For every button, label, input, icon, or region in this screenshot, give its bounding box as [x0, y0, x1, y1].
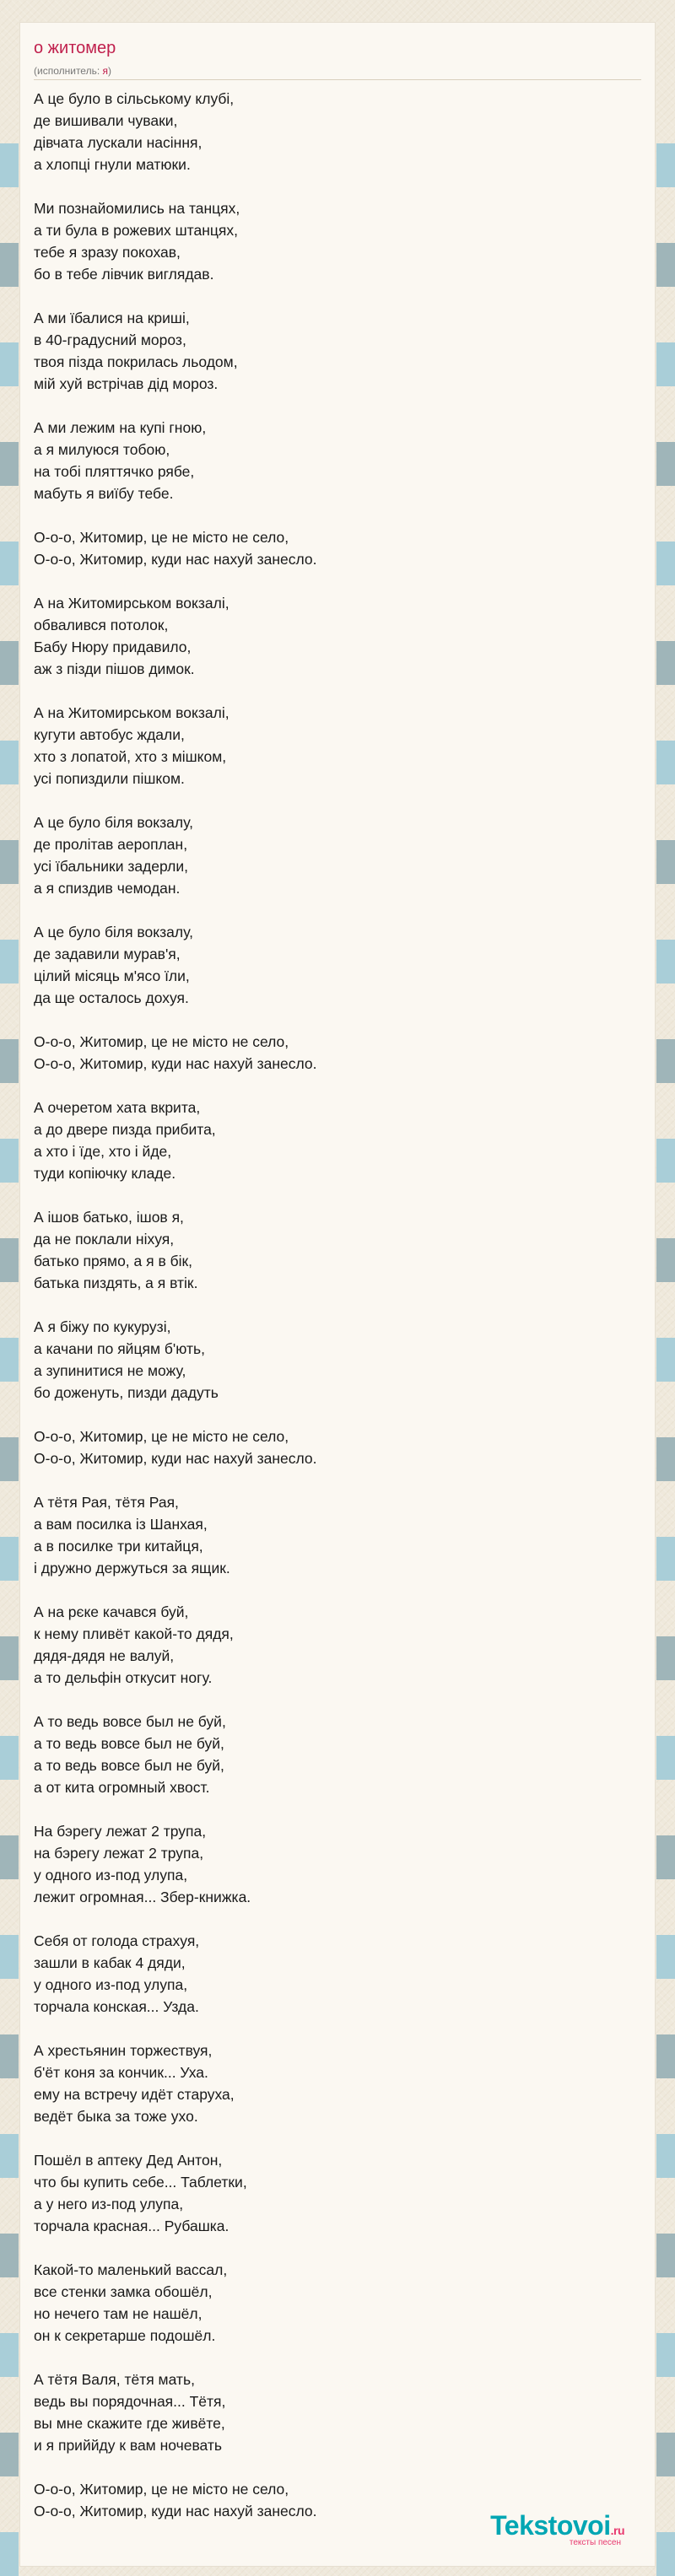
stanza [34, 197, 641, 285]
decorative-stripe [656, 2333, 675, 2377]
stanza [34, 1031, 641, 1075]
decorative-stripe [656, 442, 675, 486]
decorative-stripe [0, 1835, 19, 1879]
stanza [34, 2369, 641, 2456]
stanza [34, 811, 641, 899]
site-logo[interactable] [456, 2510, 624, 2547]
decorative-stripe [656, 2532, 675, 2576]
artist-link[interactable]: я [102, 65, 108, 77]
decorative-stripe [656, 940, 675, 984]
lyric-line: вы мне скажите где живёте, [34, 2415, 225, 2432]
decorative-stripe [0, 1139, 19, 1183]
song-title: о житомер [34, 39, 116, 57]
lyric-line: у одного из-под улупа, [34, 1976, 188, 1993]
stanza [34, 1930, 641, 2018]
lyric-line: он к секретарше подошёл. [34, 2327, 216, 2344]
lyric-line: О-о-о, Житомир, куди нас нахуй занесло. [34, 1450, 317, 1467]
decorative-stripe [0, 143, 19, 187]
lyric-line: і дружно держуться за ящик. [34, 1560, 230, 1576]
decorative-stripe [656, 1736, 675, 1780]
stanza [34, 1097, 641, 1184]
decorative-stripe [0, 2433, 19, 2476]
lyric-line: дядя-дядя не валуй, [34, 1647, 175, 1664]
stanza [34, 702, 641, 790]
lyric-line: туди копіючку кладе. [34, 1165, 176, 1182]
decorative-stripe [656, 840, 675, 884]
lyric-line: батько прямо, а я в бік, [34, 1253, 193, 1269]
decorative-stripe [0, 2333, 19, 2377]
lyric-line: да ще осталось дохуя. [34, 989, 189, 1006]
decorative-stripe [656, 1835, 675, 1879]
lyrics-page [20, 23, 655, 2566]
left-decorative-stripes [0, 0, 19, 2566]
lyric-line: к нему пливёт какой-то дядя, [34, 1625, 234, 1642]
decorative-stripe [656, 1437, 675, 1481]
decorative-stripe [656, 1039, 675, 1083]
decorative-stripe [0, 2234, 19, 2277]
decorative-stripe [0, 1238, 19, 1282]
lyric-line: А очеретом хата вкрита, [34, 1099, 201, 1116]
lyric-line: а хто і їде, хто і йде, [34, 1143, 172, 1160]
lyric-line: мабуть я виїбу тебе. [34, 485, 174, 502]
lyric-line: а то ведь вовсе был не буй, [34, 1757, 224, 1774]
decorative-stripe [656, 1537, 675, 1581]
decorative-stripe [656, 1636, 675, 1680]
decorative-stripe [0, 1437, 19, 1481]
lyric-line: б'ёт коня за кончик... Уха. [34, 2064, 208, 2081]
lyric-line: А ми їбалися на криші, [34, 310, 190, 326]
stanza [34, 1820, 641, 1908]
decorative-stripe [656, 1338, 675, 1382]
lyric-line: А ішов батько, ішов я, [34, 1209, 184, 1226]
lyric-line: А тётя Рая, тётя Рая, [34, 1494, 179, 1511]
lyric-line: О-о-о, Житомир, куди нас нахуй занесло. [34, 1055, 317, 1072]
lyric-line: все стенки замка обошёл, [34, 2283, 213, 2300]
logo-brand-name: Tekstovoi [490, 2510, 611, 2541]
lyric-line: и я приййду к вам ночевать [34, 2437, 223, 2454]
stanza [34, 2149, 641, 2237]
lyric-line: на бэрегу лежат 2 трупа, [34, 1845, 204, 1862]
decorative-stripe [0, 1636, 19, 1680]
lyric-line: а у него из-под улупа, [34, 2196, 184, 2212]
lyric-line: но нечего там не нашёл, [34, 2305, 202, 2322]
decorative-stripe [0, 2134, 19, 2178]
decorative-stripe [656, 2034, 675, 2078]
stanza [34, 526, 641, 570]
decorative-stripe [0, 840, 19, 884]
stanza [34, 88, 641, 175]
lyric-line: де пролітав аероплан, [34, 836, 188, 853]
stanza [34, 1425, 641, 1469]
decorative-stripe [0, 2532, 19, 2576]
lyric-line: аж з пізди пішов димок. [34, 660, 195, 677]
decorative-stripe [0, 1736, 19, 1780]
lyric-line: мій хуй встрічав дід мороз. [34, 375, 219, 392]
lyric-line: Себя от голода страхуя, [34, 1932, 200, 1949]
lyric-line: а вам посилка із Шанхая, [34, 1516, 208, 1533]
stanza [34, 417, 641, 504]
logo-tagline: тексты песен [569, 2538, 621, 2547]
lyric-line: а хлопці гнули матюки. [34, 156, 191, 173]
decorative-stripe [656, 2433, 675, 2476]
header-divider [34, 79, 641, 80]
lyric-line: А то ведь вовсе был не буй, [34, 1713, 226, 1730]
decorative-stripe [0, 342, 19, 386]
decorative-stripe [656, 2234, 675, 2277]
stanza [34, 1491, 641, 1579]
lyric-line: кугути автобус ждали, [34, 726, 185, 743]
lyric-line: А хрестьянин торжествуя, [34, 2042, 213, 2059]
stanza [34, 1711, 641, 1798]
lyric-line: Какой-то маленький вассал, [34, 2261, 228, 2278]
lyric-line: бо в тебе лівчик виглядав. [34, 266, 214, 283]
stanza [34, 1601, 641, 1689]
meta-prefix: (исполнитель: [34, 65, 103, 77]
lyric-line: а от кита огромный хвост. [34, 1779, 210, 1796]
lyric-line: лежит огромная... Збер-книжка. [34, 1889, 251, 1905]
lyric-line: в 40-градусний мороз, [34, 331, 186, 348]
lyric-line: усі їбальники задерли, [34, 858, 189, 875]
decorative-stripe [0, 1935, 19, 1979]
stanza [34, 921, 641, 1009]
decorative-stripe [656, 641, 675, 685]
decorative-stripe [656, 143, 675, 187]
decorative-stripe [0, 741, 19, 784]
lyric-line: О-о-о, Житомир, це не місто не село, [34, 1428, 289, 1445]
lyric-line: А я біжу по кукурузі, [34, 1318, 171, 1335]
lyric-line: Бабу Нюру придавило, [34, 639, 192, 655]
right-decorative-stripes [656, 0, 675, 2566]
lyric-line: Пошёл в аптеку Дед Антон, [34, 2152, 223, 2169]
meta-suffix: ) [108, 65, 111, 77]
lyric-line: де задавили мурав'я, [34, 946, 181, 962]
decorative-stripe [656, 1238, 675, 1282]
lyric-line: А на Житомирськом вокзалі, [34, 704, 230, 721]
logo-brand [456, 2510, 624, 2541]
decorative-stripe [656, 542, 675, 585]
lyric-line: да не поклали ніхуя, [34, 1231, 175, 1248]
stanza [34, 592, 641, 680]
lyric-line: О-о-о, Житомир, це не місто не село, [34, 529, 289, 546]
lyrics-text [34, 88, 641, 2544]
lyric-line: дівчата лускали насіння, [34, 134, 202, 151]
lyric-line: у одного из-под улупа, [34, 1867, 188, 1883]
lyric-line: торчала красная... Рубашка. [34, 2218, 230, 2234]
lyric-line: Ми познайомились на танцях, [34, 200, 240, 217]
lyric-line: О-о-о, Житомир, куди нас нахуй занесло. [34, 2503, 317, 2519]
lyric-line: О-о-о, Житомир, це не місто не село, [34, 2481, 289, 2498]
decorative-stripe [0, 442, 19, 486]
lyric-line: ему на встречу идёт старуха, [34, 2086, 235, 2103]
lyric-line: а то дельфін откусит ногу. [34, 1669, 213, 1686]
lyric-line: ведёт быка за тоже ухо. [34, 2108, 198, 2125]
lyric-line: О-о-о, Житомир, це не місто не село, [34, 1033, 289, 1050]
lyric-line: О-о-о, Житомир, куди нас нахуй занесло. [34, 551, 317, 568]
lyric-line: А це було біля вокзалу, [34, 924, 193, 940]
lyric-line: цілий місяць м'ясо їли, [34, 967, 190, 984]
lyric-line: хто з лопатой, хто з мішком, [34, 748, 227, 765]
stanza [34, 1206, 641, 1294]
decorative-stripe [656, 1139, 675, 1183]
lyric-line: А на рєке качався буй, [34, 1603, 189, 1620]
decorative-stripe [0, 542, 19, 585]
lyric-line: а то ведь вовсе был не буй, [34, 1735, 224, 1752]
lyric-line: де вишивали чуваки, [34, 112, 178, 129]
decorative-stripe [0, 243, 19, 287]
decorative-stripe [0, 1537, 19, 1581]
decorative-stripe [0, 2034, 19, 2078]
stanza [34, 2040, 641, 2127]
lyric-line: А це було біля вокзалу, [34, 814, 193, 831]
lyric-line: бо доженуть, пизди дадуть [34, 1384, 219, 1401]
lyric-line: а я милуюся тобою, [34, 441, 170, 458]
lyric-line: торчала конская... Узда. [34, 1998, 199, 2015]
decorative-stripe [656, 2134, 675, 2178]
decorative-stripe [0, 1338, 19, 1382]
decorative-stripe [656, 243, 675, 287]
lyric-line: зашли в кабак 4 дяди, [34, 1954, 186, 1971]
artist-meta [34, 65, 111, 77]
decorative-stripe [0, 1039, 19, 1083]
decorative-stripe [656, 1935, 675, 1979]
decorative-stripe [656, 342, 675, 386]
lyric-line: тебе я зразу покохав, [34, 244, 181, 261]
lyric-line: А на Житомирськом вокзалі, [34, 595, 230, 612]
lyric-line: ведь вы порядочная... Тётя, [34, 2393, 226, 2410]
stanza [34, 307, 641, 395]
decorative-stripe [0, 940, 19, 984]
decorative-stripe [0, 641, 19, 685]
lyric-line: а до двере пизда прибита, [34, 1121, 216, 1138]
lyric-line: а качани по яйцям б'ють, [34, 1340, 205, 1357]
lyric-line: обвалився потолок, [34, 617, 169, 633]
stanza [34, 1316, 641, 1404]
lyric-line: что бы купить себе... Таблетки, [34, 2174, 247, 2191]
lyric-line: а зупинитися не можу, [34, 1362, 186, 1379]
lyric-line: а я спиздив чемодан. [34, 880, 181, 897]
lyric-line: а ти була в рожевих штанцях, [34, 222, 238, 239]
stanza [34, 2259, 641, 2347]
lyric-line: А тётя Валя, тётя мать, [34, 2371, 195, 2388]
lyric-line: А ми лежим на купі гною, [34, 419, 207, 436]
lyric-line: а в посилке три китайця, [34, 1538, 203, 1555]
lyric-line: усі попиздили пішком. [34, 770, 185, 787]
lyric-line: на тобі пляттячко рябе, [34, 463, 195, 480]
lyric-line: батька пиздять, а я втік. [34, 1275, 198, 1291]
decorative-stripe [656, 741, 675, 784]
lyric-line: На бэрегу лежат 2 трупа, [34, 1823, 207, 1840]
logo-tld: .ru [610, 2524, 624, 2537]
lyric-line: А це було в сільському клубі, [34, 90, 235, 107]
lyric-line: твоя пізда покрилась льодом, [34, 353, 238, 370]
